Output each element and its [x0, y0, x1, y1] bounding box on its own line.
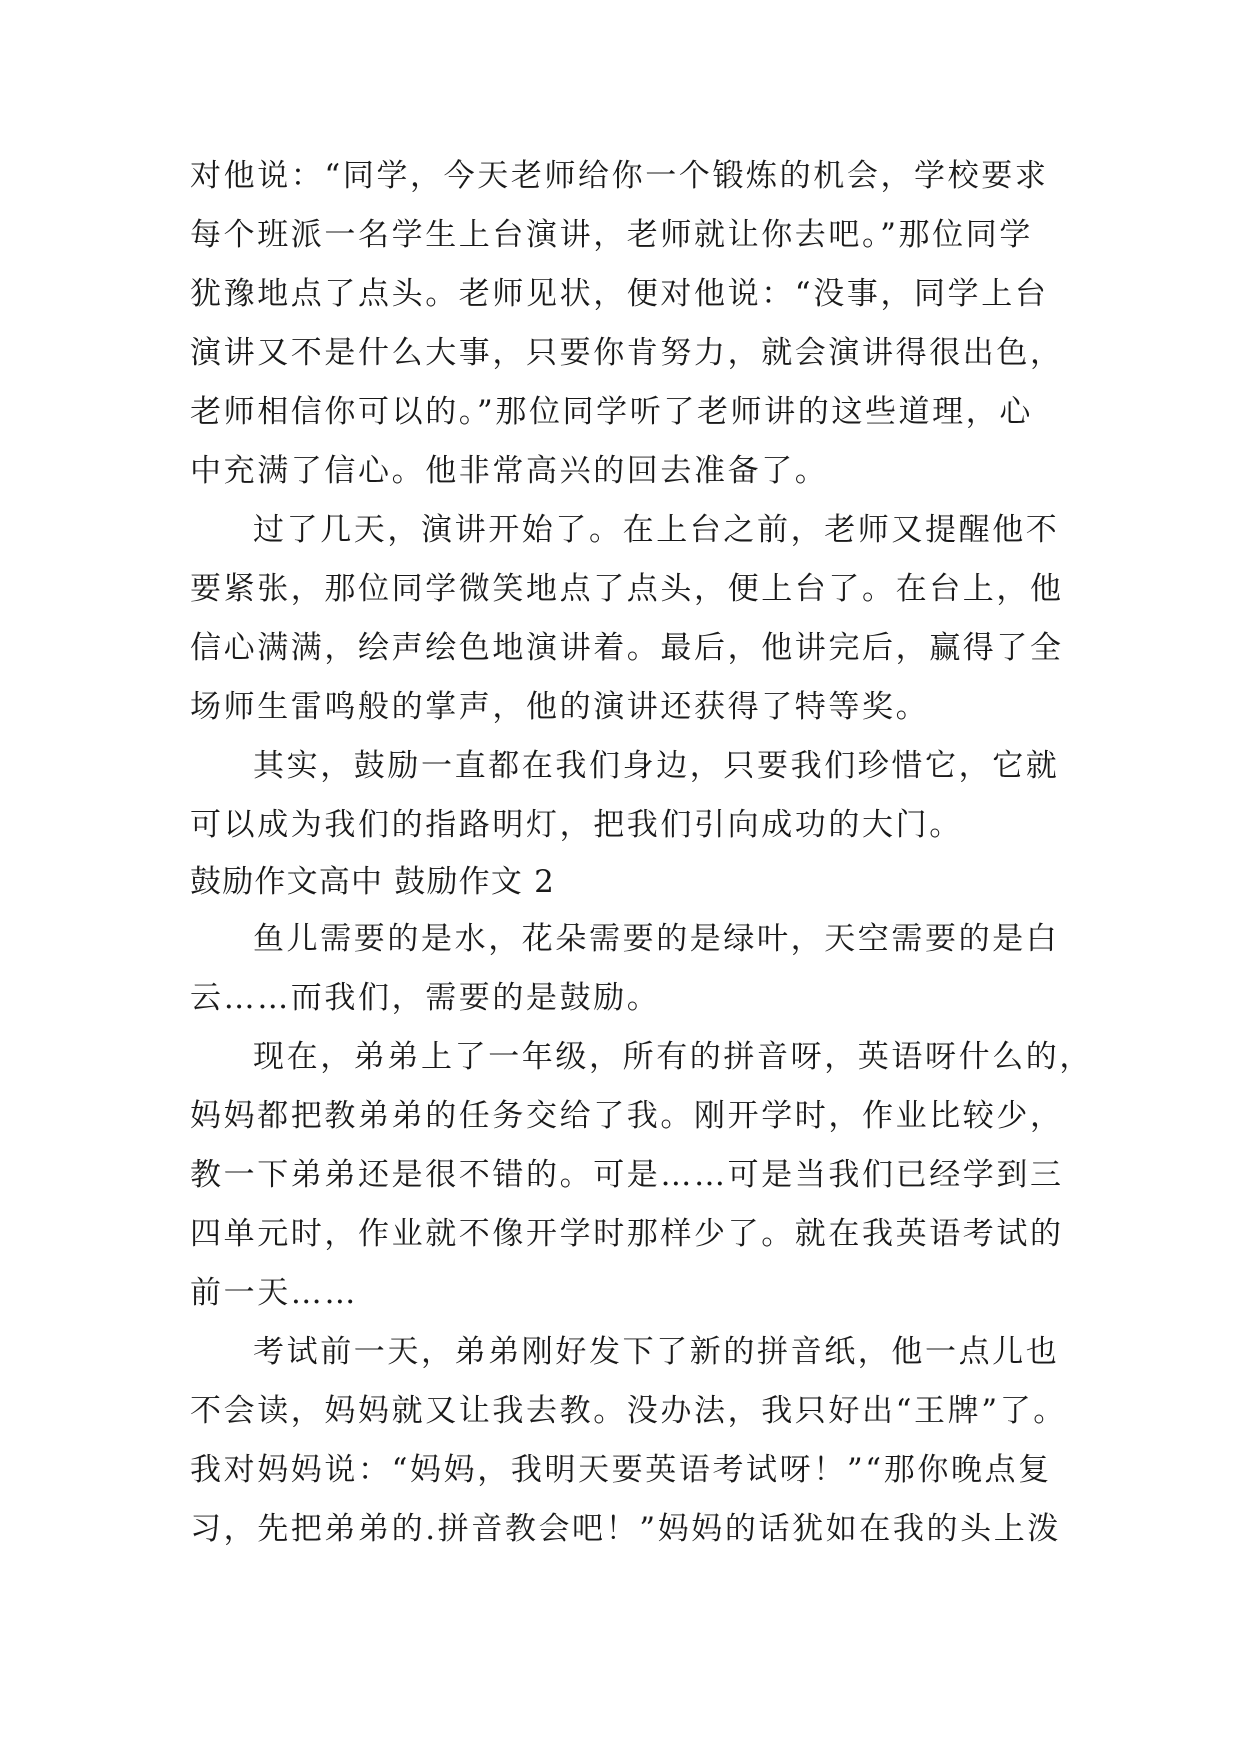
- text-line: 我对妈妈说：“妈妈，我明天要英语考试呀！”“那你晚点复: [190, 1452, 1052, 1488]
- paragraph-start-line: 过了几天，演讲开始了。在上台之前，老师又提醒他不: [253, 512, 1060, 548]
- section-heading: 鼓励作文高中 鼓励作文 2: [190, 864, 556, 900]
- text-line: 习，先把弟弟的.拼音教会吧！”妈妈的话犹如在我的头上泼: [190, 1511, 1061, 1547]
- text-line: 四单元时，作业就不像开学时那样少了。就在我英语考试的: [190, 1216, 1064, 1252]
- text-line: 犹豫地点了点头。老师见状，便对他说：“没事，同学上台: [190, 276, 1049, 312]
- text-line: 要紧张，那位同学微笑地点了点头，便上台了。在台上，他: [190, 571, 1064, 607]
- text-line: 老师相信你可以的。”那位同学听了老师讲的这些道理，心: [190, 394, 1033, 430]
- paragraph-start-line: 鱼儿需要的是水，花朵需要的是绿叶，天空需要的是白: [253, 921, 1060, 957]
- paragraph-start-line: 现在，弟弟上了一年级，所有的拼音呀，英语呀什么的，: [253, 1039, 1093, 1075]
- paragraph-start-line: 考试前一天，弟弟刚好发下了新的拼音纸，他一点儿也: [253, 1334, 1060, 1370]
- text-line: 可以成为我们的指路明灯，把我们引向成功的大门。: [190, 807, 963, 843]
- text-line: 不会读，妈妈就又让我去教。没办法，我只好出“王牌”了。: [190, 1393, 1067, 1429]
- text-line: 场师生雷鸣般的掌声，他的演讲还获得了特等奖。: [190, 689, 930, 725]
- text-line: 演讲又不是什么大事，只要你肯努力，就会演讲得很出色，: [190, 335, 1064, 371]
- paragraph-start-line: 其实，鼓励一直都在我们身边，只要我们珍惜它，它就: [253, 748, 1060, 784]
- text-line: 信心满满，绘声绘色地演讲着。最后，他讲完后，赢得了全: [190, 630, 1064, 666]
- text-line: 前一天……: [190, 1275, 358, 1311]
- text-line: 妈妈都把教弟弟的任务交给了我。刚开学时，作业比较少，: [190, 1098, 1064, 1134]
- text-line: 中充满了信心。他非常高兴的回去准备了。: [190, 453, 829, 489]
- text-line: 云……而我们，需要的是鼓励。: [190, 980, 661, 1016]
- text-line: 教一下弟弟还是很不错的。可是……可是当我们已经学到三: [190, 1157, 1064, 1193]
- text-line: 对他说：“同学，今天老师给你一个锻炼的机会，学校要求: [190, 158, 1049, 194]
- text-line: 每个班派一名学生上台演讲，老师就让你去吧。”那位同学: [190, 217, 1033, 253]
